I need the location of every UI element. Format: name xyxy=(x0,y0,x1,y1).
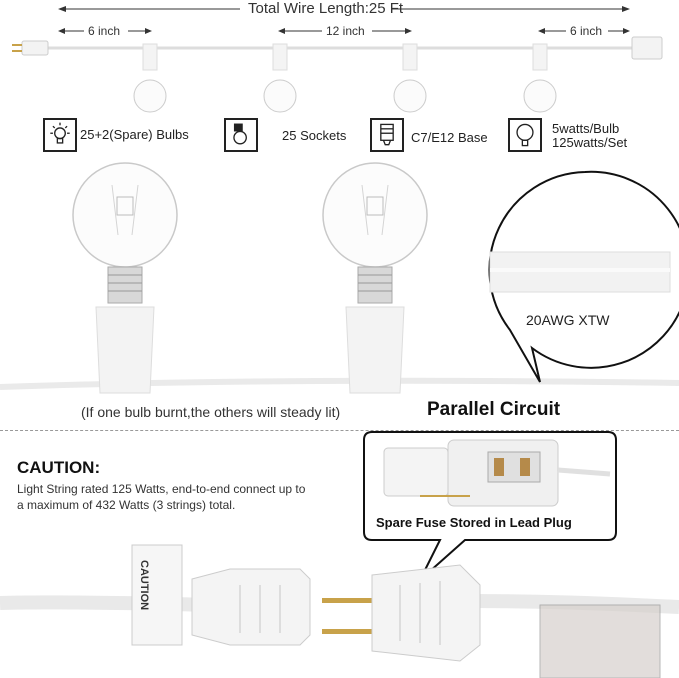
wire-callout xyxy=(480,170,679,390)
caution-title: CAUTION: xyxy=(17,458,101,477)
total-length-label: Total Wire Length:25 Ft xyxy=(248,0,404,17)
parallel-circuit-title: Parallel Circuit xyxy=(427,399,561,420)
bulb-4 xyxy=(524,44,556,112)
globe-bulb-icon xyxy=(508,118,542,152)
wattage-per-bulb-label: 5watts/Bulb xyxy=(552,121,620,136)
tag-text: CAUTION xyxy=(138,560,150,611)
caution-line-1: Light String rated 125 Watts, end-to-end connect up to xyxy=(17,482,306,496)
bulb-2 xyxy=(264,44,296,112)
bulb-3 xyxy=(394,44,426,112)
wattage-per-set-label: 125watts/Set xyxy=(552,135,628,150)
bulb-1 xyxy=(134,44,166,112)
wire-gauge-label: 20AWG XTW xyxy=(526,312,610,328)
base-icon xyxy=(370,118,404,152)
middle-spacing-label: 12 inch xyxy=(326,24,365,38)
light-bulb-icon xyxy=(43,118,77,152)
base-label: C7/E12 Base xyxy=(411,130,488,145)
left-spacing-label: 6 inch xyxy=(88,24,121,38)
caution-line-2: a maximum of 432 Watts (3 strings) total. xyxy=(17,498,236,512)
circuit-note: (If one bulb burnt,the others will steady lit) xyxy=(81,404,341,420)
string-light-strip xyxy=(0,34,679,114)
sockets-label: 25 Sockets xyxy=(282,128,347,143)
fuse-label: Spare Fuse Stored in Lead Plug xyxy=(376,515,572,530)
bulbs-label: 25+2(Spare) Bulbs xyxy=(80,127,189,142)
plug-illustration xyxy=(0,535,679,678)
socket-icon xyxy=(224,118,258,152)
right-spacing-label: 6 inch xyxy=(570,24,603,38)
